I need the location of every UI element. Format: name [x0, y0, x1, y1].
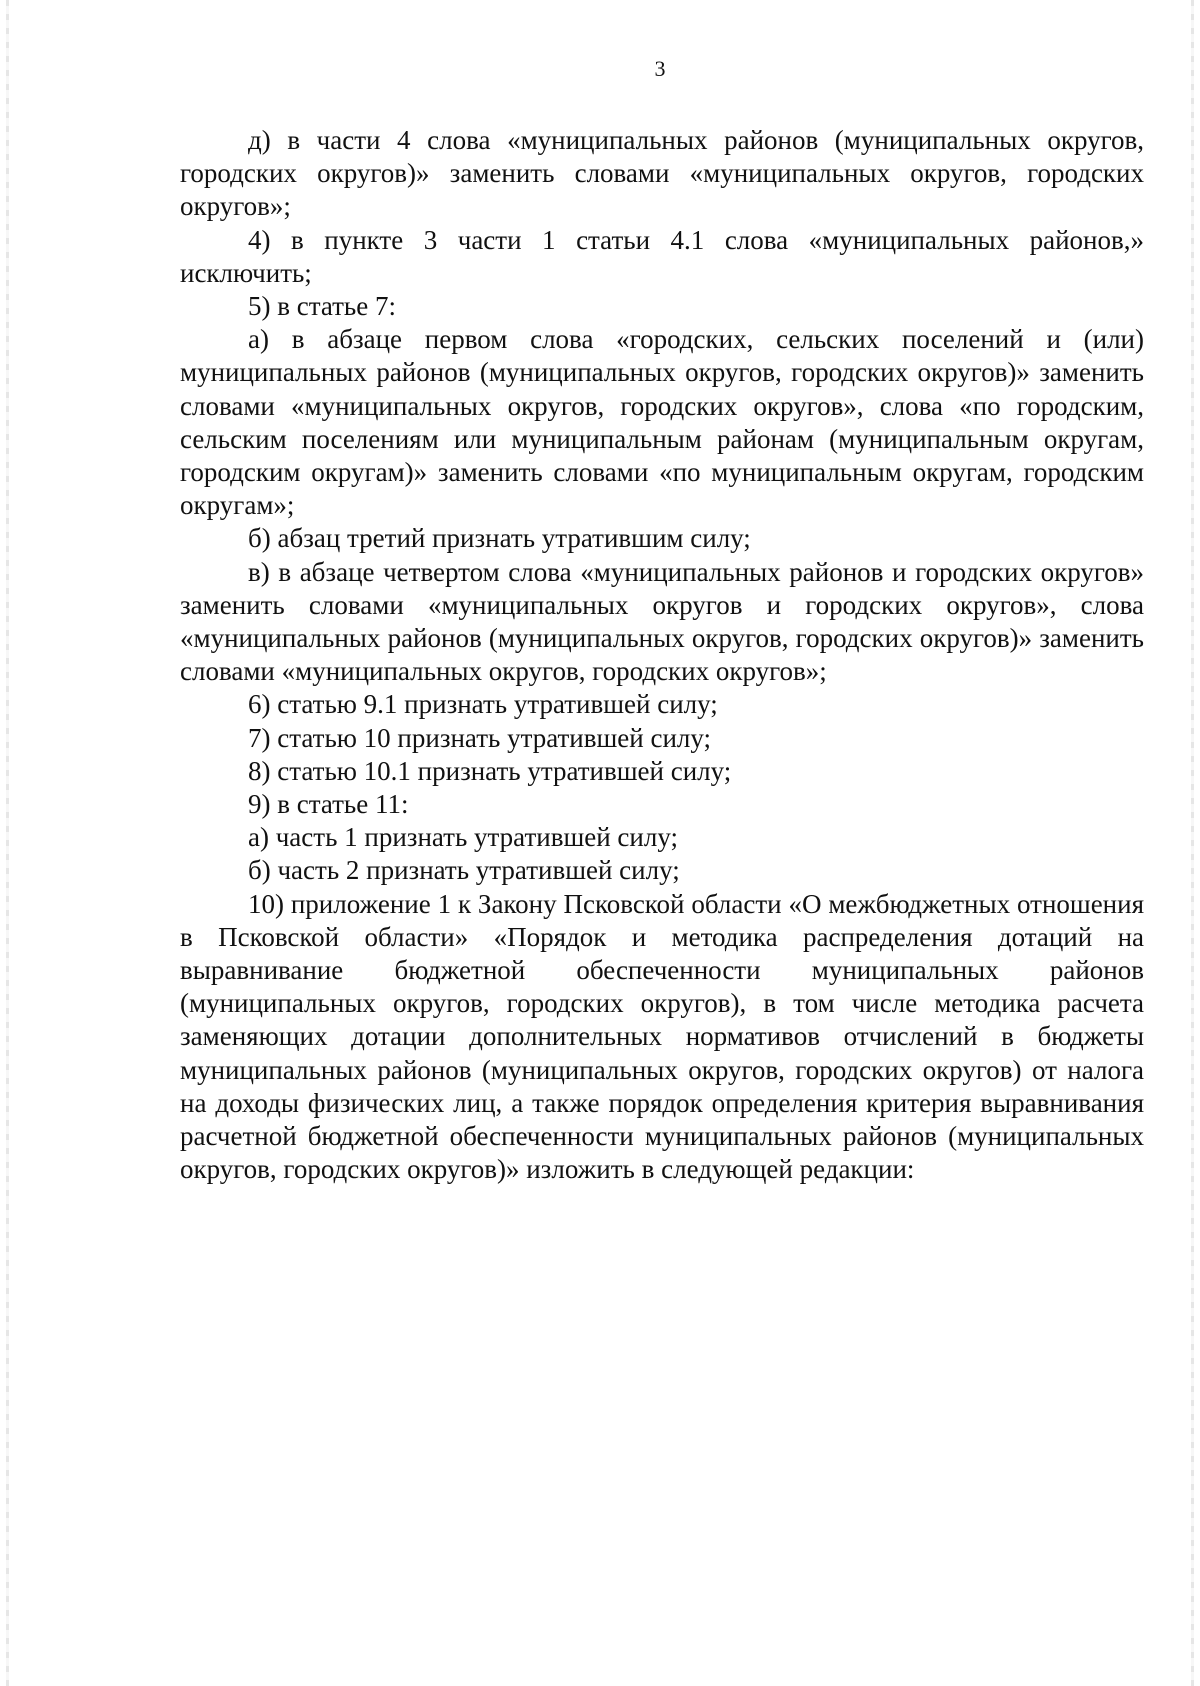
paragraph: 6) статью 9.1 признать утратившей силу; [248, 689, 718, 720]
paragraph: 7) статью 10 признать утратившей силу; [248, 722, 712, 753]
paragraph: 4) в пункте 3 части 1 статьи 4.1 слова «муниципальных районов,» исключить; [180, 224, 1144, 288]
paragraph: 8) статью 10.1 признать утратившей силу; [248, 755, 732, 786]
paragraph: а) в абзаце первом слова «городских, сельских поселений и (или) муниципальных районов (муниципальных округов, городских округов)» заменить словами «муниципальных округов, городских округов», слова «по городским, сельским поселениям или муниципальным районам (муниципальным округам, городским округам)» заменить словами «по муниципальным округам, городским округам»; [180, 324, 1144, 521]
paragraph: 9) в статье 11: [248, 789, 409, 820]
scan-edge-left [6, 0, 9, 1686]
paragraph: 10) приложение 1 к Закону Псковской области «О межбюджетных отношения в Псковской области» «Порядок и методика распределения дотаций на выравнивание бюджетной обеспеченности муниципальных районов (муниципальных округов, городских округов), в том числе методика расчета заменяющих дотации дополнительных нормативов отчислений в бюджеты муниципальных районов (муниципальных округов, городских округов) от налога на доходы физических лиц, а также порядок определения критерия выравнивания расчетной бюджетной обеспеченности муниципальных районов (муниципальных округов, городских округов)» изложить в следующей редакции: [180, 888, 1144, 1185]
paragraph: в) в абзаце четвертом слова «муниципальных районов и городских округов» заменить словами «муниципальных округов и городских округов», слова «муниципальных районов (муниципальных округов, городских округов)» заменить словами «муниципальных округов, городских округов»; [180, 556, 1144, 687]
paragraph: д) в части 4 слова «муниципальных районов (муниципальных округов, городских округов)» заменить словами «муниципальных округов, городских округов»; [180, 125, 1144, 222]
paragraph: б) абзац третий признать утратившим силу; [248, 523, 751, 554]
paragraph: 5) в статье 7: [248, 291, 396, 322]
document-body [180, 124, 1144, 1187]
paragraph: б) часть 2 признать утратившей силу; [248, 855, 680, 886]
paragraph: а) часть 1 признать утратившей силу; [248, 822, 678, 853]
page-number: 3 [654, 56, 666, 81]
scan-edge-right [1191, 0, 1194, 1686]
